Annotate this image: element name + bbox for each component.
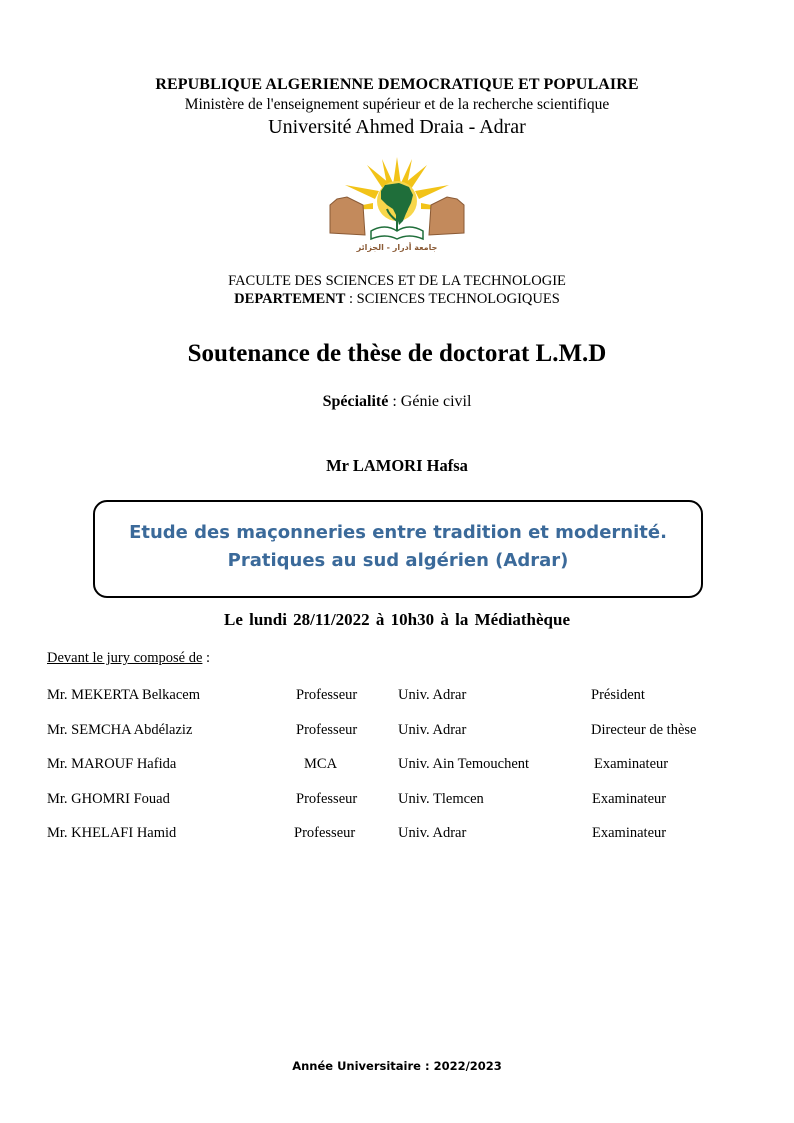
jury-member-name: Mr. SEMCHA Abdélaziz [47,722,193,738]
jury-member-role: Directeur de thèse [591,722,697,738]
department-value: SCIENCES TECHNOLOGIQUES [356,291,560,307]
speciality-line [0,393,794,411]
jury-member-grade: MCA [304,756,338,772]
jury-member-grade: Professeur [296,791,358,807]
jury-member-university: Univ. Adrar [398,825,467,841]
jury-member-name: Mr. MEKERTA Belkacem [47,687,201,703]
speciality-value: Génie civil [400,393,472,410]
jury-label-text: Devant le jury composé de [47,650,203,666]
jury-label [47,650,210,667]
left-tower [330,197,365,235]
department-separator: : [345,291,357,307]
ministry-header: Ministère de l'enseignement supérieur et de la recherche scientifique [184,96,610,113]
jury-member-grade: Professeur [294,825,356,841]
candidate-name: Mr LAMORI Hafsa [326,456,468,475]
jury-member-university: Univ. Adrar [398,722,467,738]
republic-header: REPUBLIQUE ALGERIENNE DEMOCRATIQUE ET POPULAIRE [155,76,639,93]
thesis-title-line-2: Pratiques au sud algérien (Adrar) [227,550,569,571]
university-logo [327,155,467,255]
academic-year: Année Universitaire : 2022/2023 [292,1059,502,1073]
speciality-separator: : [388,393,401,410]
faculty-name: FACULTE DES SCIENCES ET DE LA TECHNOLOGIE [228,273,566,289]
document-title: Soutenance de thèse de doctorat L.M.D [187,340,607,367]
jury-member-role: Examinateur [594,756,669,772]
thesis-title-line-1: Etude des maçonneries entre tradition et modernité. [129,522,667,543]
defense-date: Le lundi 28/11/2022 à 10h30 à la Médiathèque [223,610,570,629]
jury-row [0,791,794,811]
jury-member-role: Président [591,687,645,703]
jury-member-role: Examinateur [592,825,667,841]
right-tower [429,197,464,235]
jury-member-name: Mr. GHOMRI Fouad [47,791,170,807]
jury-member-grade: Professeur [296,687,358,703]
jury-row [0,756,794,776]
jury-label-suffix: : [202,650,211,666]
jury-member-grade: Professeur [296,722,358,738]
jury-member-university: Univ. Tlemcen [398,791,484,807]
logo-arabic-text: جامعة أدرار - الجزائر [356,243,438,252]
jury-row [0,722,794,742]
jury-member-university: Univ. Ain Temouchent [398,756,530,772]
thesis-title-box [93,500,703,598]
logo-graphic [327,155,467,255]
jury-member-name: Mr. MAROUF Hafida [47,756,177,772]
jury-row [0,825,794,845]
department-line [0,291,794,308]
department-label: DEPARTEMENT [234,291,346,307]
university-name: Université Ahmed Draia - Adrar [268,116,526,138]
speciality-label: Spécialité [322,393,389,410]
jury-member-role: Examinateur [592,791,667,807]
jury-member-name: Mr. KHELAFI Hamid [47,825,177,841]
jury-member-university: Univ. Adrar [398,687,467,703]
jury-row [0,687,794,707]
